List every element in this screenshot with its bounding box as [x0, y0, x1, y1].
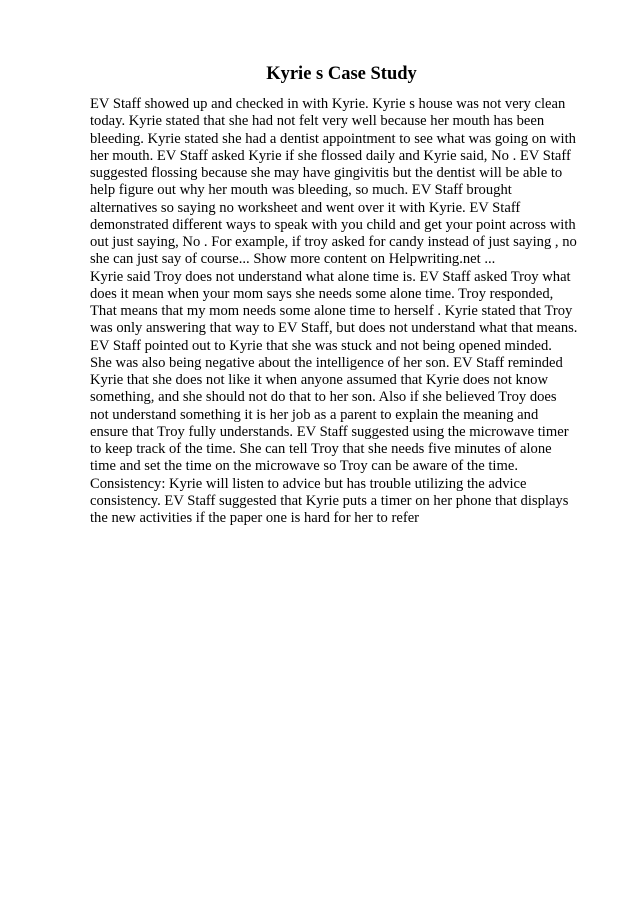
body-line: out just saying, No . For example, if troy asked for candy instead of just saying , no — [90, 234, 577, 250]
body-line: That means that my mom needs some alone time to herself . Kyrie stated that Troy — [90, 303, 573, 319]
body-line: today. Kyrie stated that she had not felt very well because her mouth has been — [90, 113, 545, 130]
document-body — [90, 96, 590, 527]
body-line: the new activities if the paper one is hard for her to refer — [90, 510, 420, 526]
body-line: bleeding. Kyrie stated she had a dentist appointment to see what was going on with — [90, 130, 576, 147]
body-line: EV Staff showed up and checked in with Kyrie. Kyrie s house was not very clean — [90, 96, 566, 112]
body-line: to keep track of the time. She can tell Troy that she needs five minutes of alone — [90, 441, 552, 457]
body-line: She was also being negative about the intelligence of her son. EV Staff reminded — [90, 354, 563, 371]
body-line: Consistency: Kyrie will listen to advice but has trouble utilizing the advice — [90, 475, 527, 492]
body-line: suggested flossing because she may have gingivitis but the dentist will be able to — [90, 165, 563, 181]
body-line: ensure that Troy fully understands. EV Staff suggested using the microwave timer — [90, 423, 569, 440]
body-line: something, and she should not do that to her son. Also if she believed Troy does — [90, 389, 557, 406]
body-line: help figure out why her mouth was bleeding, so much. EV Staff brought — [90, 182, 512, 199]
body-line: her mouth. EV Staff asked Kyrie if she flossed daily and Kyrie said, No . EV Staff — [90, 147, 571, 164]
body-line: demonstrated different ways to speak with you child and get your point across with — [90, 216, 576, 233]
body-line: was only answering that way to EV Staff, but does not understand what that means. — [90, 320, 578, 337]
body-line: she can just say of course... Show more content on Helpwriting.net ... — [90, 251, 496, 268]
body-line: Kyrie said Troy does not understand what alone time is. EV Staff asked Troy what — [90, 268, 571, 285]
body-line: Kyrie that she does not like it when anyone assumed that Kyrie does not know — [90, 372, 548, 388]
body-line: not understand something it is her job as a parent to explain the meaning and — [90, 406, 539, 423]
body-line: time and set the time on the microwave so Troy can be aware of the time. — [90, 458, 518, 475]
body-line: alternatives so saying no worksheet and went over it with Kyrie. EV Staff — [90, 199, 521, 216]
document-title: Kyrie s Case Study — [266, 64, 417, 84]
body-line: consistency. EV Staff suggested that Kyrie puts a timer on her phone that displays — [90, 492, 569, 509]
body-line: does it mean when your mom says she needs some alone time. Troy responded, — [90, 285, 554, 302]
body-line: EV Staff pointed out to Kyrie that she was stuck and not being opened minded. — [90, 337, 552, 354]
